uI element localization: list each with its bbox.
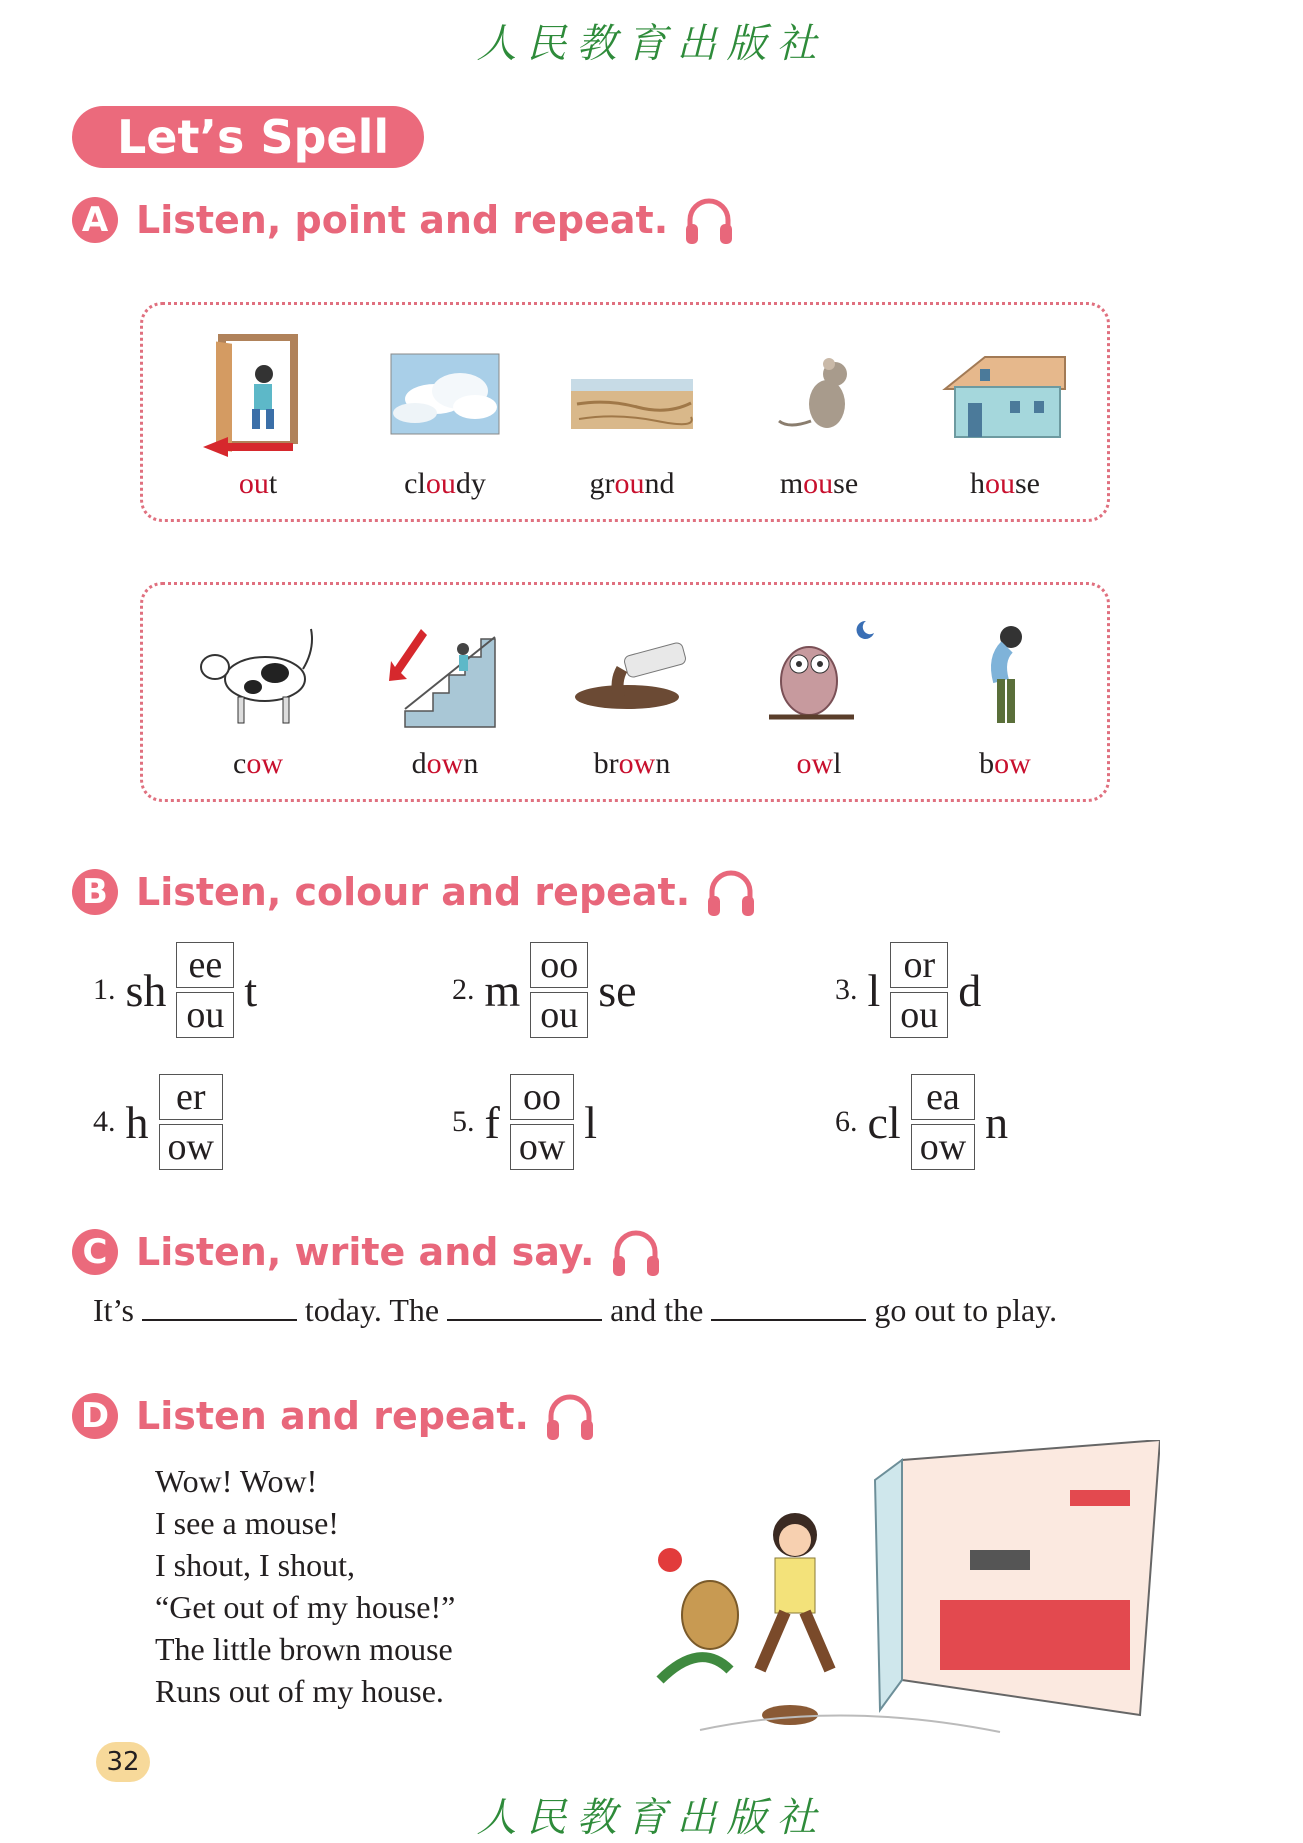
word-label: ground [589,467,675,500]
word-label: house [970,467,1040,500]
ground-picture [567,329,697,459]
lesson-title: Let’s Spell [72,106,424,168]
word-card-mouse[interactable] [729,329,909,501]
word-card-bow[interactable] [915,609,1095,781]
boy-bowing-picture [945,609,1065,739]
word-label: out [238,467,278,500]
option-box[interactable]: ee [176,942,234,988]
poem-line: I see a mouse! [155,1505,339,1541]
word-label: bow [979,747,1031,780]
word-box-ou [140,302,1110,522]
house-picture [940,329,1070,459]
door-exit-picture [198,329,318,459]
poem-line: Runs out of my house. [155,1673,444,1709]
cow-picture [193,609,323,739]
exercise-item-4: 4. h er ow [93,1074,233,1170]
section-c-heading [72,1226,663,1278]
headphones-icon[interactable] [704,866,758,918]
word-card-owl[interactable] [729,609,909,781]
option-box[interactable]: ow [159,1124,223,1170]
section-letter: C [72,1229,118,1275]
publisher-footer: 人民教育出版社 [476,1795,827,1841]
blank-line[interactable] [142,1293,297,1321]
exercise-item-6: 6. cl ea ow n [835,1076,1009,1168]
option-box[interactable]: oo [510,1074,574,1120]
section-letter: B [72,869,118,915]
poem-line: The little brown mouse [155,1631,453,1667]
brown-paint-picture [567,609,697,739]
word-card-house[interactable] [915,329,1095,501]
girl-mouse-illustration [640,1440,1160,1740]
page-number: 32 [96,1742,150,1782]
blank-line[interactable] [447,1293,602,1321]
mouse-picture [759,329,879,459]
exercise-item-1: 1. sh ee ou t [93,944,258,1036]
word-label: brown [593,747,671,780]
option-box[interactable]: oo [530,942,588,988]
option-box[interactable]: ou [530,992,588,1038]
option-box[interactable]: er [159,1074,223,1120]
headphones-icon[interactable] [682,194,736,246]
word-card-brown[interactable] [542,609,722,781]
owl-picture [754,609,884,739]
option-box[interactable]: ow [510,1124,574,1170]
word-card-cloudy[interactable] [355,329,535,501]
poem-line: “Get out of my house!” [155,1589,456,1625]
section-b-heading [72,866,758,918]
option-box[interactable]: ow [911,1124,975,1170]
word-label: down [411,747,479,780]
word-card-ground[interactable] [542,329,722,501]
exercise-item-5: 5. f oo ow l [452,1076,598,1168]
headphones-icon[interactable] [543,1390,597,1442]
poem-line: Wow! Wow! [155,1463,318,1499]
poem [155,1460,455,1712]
word-label: owl [796,747,842,780]
section-title: Listen, colour and repeat. [136,870,691,914]
word-label: mouse [779,467,859,500]
publisher-header: 人民教育出版社 [476,21,827,67]
section-d-heading [72,1390,597,1442]
word-label: cloudy [404,467,486,500]
exercise-item-2: 2. m oo ou se [452,944,637,1036]
word-card-cow[interactable] [168,609,348,781]
section-a-heading [72,194,736,246]
word-label: cow [233,747,283,780]
option-box[interactable]: ou [890,992,948,1038]
blank-line[interactable] [711,1293,866,1321]
section-title: Listen, point and repeat. [136,198,669,242]
option-box[interactable]: ea [911,1074,975,1120]
fill-in-sentence: It’s today. The and the go out to play. [93,1292,1058,1328]
option-box[interactable]: or [890,942,948,988]
option-box[interactable]: ou [176,992,234,1038]
word-box-ow [140,582,1110,802]
exercise-item-3: 3. l or ou d [835,944,982,1036]
stairs-down-picture [385,609,505,739]
cloudy-sky-picture [385,329,505,459]
section-title: Listen and repeat. [136,1394,529,1438]
poem-line: I shout, I shout, [155,1547,355,1583]
section-title: Listen, write and say. [136,1230,595,1274]
section-letter: A [72,197,118,243]
word-card-out[interactable] [168,329,348,501]
headphones-icon[interactable] [609,1226,663,1278]
word-card-down[interactable] [355,609,535,781]
section-letter: D [72,1393,118,1439]
